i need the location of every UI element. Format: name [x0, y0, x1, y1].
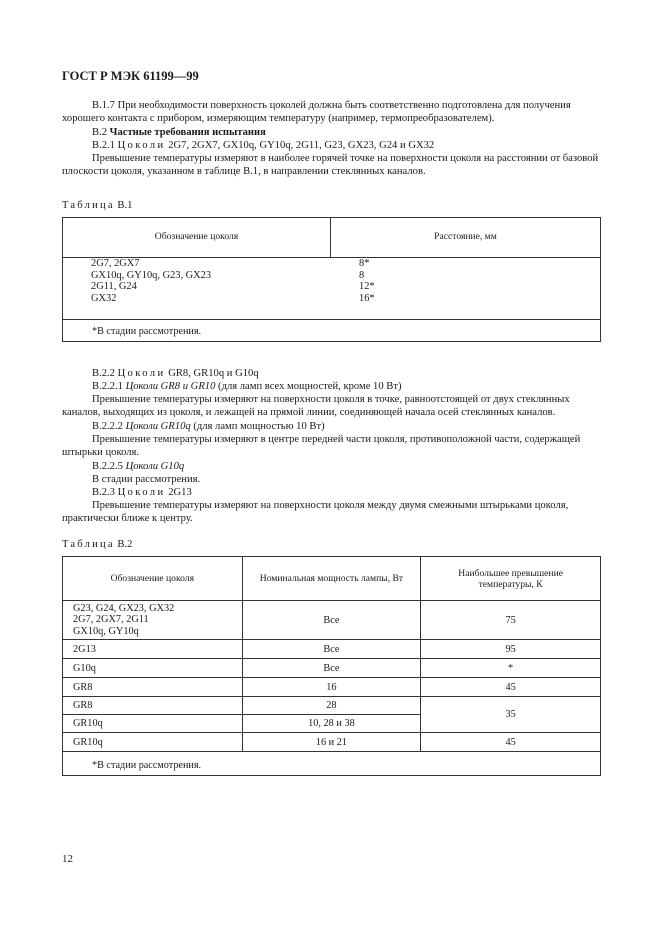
- table2-cell-power: Все: [242, 659, 421, 678]
- b222-title: Цоколи GR10q: [125, 421, 191, 432]
- table2-note-bottom-rule: [62, 775, 601, 776]
- b21-bases: 2G7, 2GX7, GX10q, GY10q, 2G11, G23, GX23, G24 и GX32: [168, 140, 435, 151]
- table1-header-distance: Расстояние, мм: [434, 231, 497, 242]
- table1-right-rule-body: [600, 258, 601, 320]
- section-b225-heading: [62, 460, 600, 473]
- b221-scope: (для ламп всех мощностей, кроме 10 Вт): [218, 381, 402, 392]
- table2-caption: [62, 539, 132, 550]
- b23-number: B.2.3: [92, 487, 115, 498]
- table1-left-rule-body: [62, 258, 63, 320]
- table2-cell-power: Все: [242, 601, 421, 640]
- table2-cell-power: 28: [242, 697, 421, 715]
- table2-cell-designation: [63, 601, 243, 640]
- table1-row: GX32: [91, 292, 117, 304]
- table2-cell-temperature: *: [421, 659, 601, 678]
- table2-header-designation: Обозначение цоколя: [63, 557, 243, 601]
- table2-cell-power: 10, 28 и 38: [242, 715, 421, 733]
- table2-cell-designation: GR10q: [63, 733, 243, 752]
- table2-caption-word: Таблица: [62, 539, 115, 550]
- table2-cell-designation: 2G13: [63, 640, 243, 659]
- b23-text: Превышение температуры измеряют на поверхности цоколя между двумя смежными штырьками цоколя, практически ближе к центру.: [62, 500, 569, 525]
- b225-text: В стадии рассмотрения.: [92, 474, 201, 485]
- table-row: [63, 640, 601, 659]
- table2-note-right-rule: [600, 752, 601, 776]
- table-row: [63, 678, 601, 697]
- table2-cell-power: Все: [242, 640, 421, 659]
- b23-word: Цоколи: [117, 487, 166, 498]
- table1-bottom-rule: [62, 319, 601, 320]
- table1-note-left-rule: [62, 320, 63, 342]
- b222-scope: (для ламп мощностью 10 Вт): [193, 421, 325, 432]
- table-row: [63, 659, 601, 678]
- table1-designations: [91, 258, 211, 304]
- b17-line2: хорошего контакта с прибором, измеряющим температуру (например, термопреобразователем).: [62, 113, 495, 125]
- b221-number: B.2.2.1: [92, 381, 123, 392]
- b22-number: B.2.2: [92, 368, 115, 379]
- table2-note-left-rule: [62, 752, 63, 776]
- b22-word: Цоколи: [117, 368, 166, 379]
- table2-header-row: [63, 557, 601, 601]
- table2-designation-line: G23, G24, GX23, GX32: [73, 602, 175, 614]
- table1-value: 12*: [359, 281, 375, 293]
- page-number: 12: [62, 853, 73, 865]
- b2-number: B.2: [92, 127, 108, 138]
- table2-designation-line: 2G7, 2GX7, 2G11: [73, 614, 149, 626]
- table2-header-power: Номинальная мощность лампы, Вт: [242, 557, 421, 601]
- b222-number: B.2.2.2: [92, 421, 123, 432]
- b225-title: Цоколи G10q: [125, 461, 185, 472]
- table1-row: GX10q, GY10q, G23, GX23: [91, 269, 212, 281]
- table2-cell-temperature: 35: [421, 697, 601, 733]
- table-row: [63, 601, 601, 640]
- section-b221-heading: [62, 380, 600, 393]
- b21-number: B.2.1: [92, 140, 115, 151]
- table2-caption-number: B.2: [117, 539, 133, 550]
- b22-bases: GR8, GR10q и G10q: [168, 368, 259, 379]
- table1-caption: [62, 200, 132, 211]
- table1-top-rule: [62, 217, 601, 218]
- table1-header-designation: Обозначение цоколя: [154, 231, 239, 242]
- section-b21-heading: [62, 139, 600, 152]
- b17-line1: B.1.7 При необходимости поверхность цоколей должна быть соответственно подготовлена для получения: [92, 100, 571, 111]
- section-b23-heading: [62, 486, 600, 499]
- b21-word: Цоколи: [117, 140, 166, 151]
- table2-cell-power: 16: [242, 678, 421, 697]
- section-b222-heading: [62, 420, 600, 433]
- table2: [62, 556, 601, 752]
- table1-row: 2G7, 2GX7: [91, 258, 140, 269]
- section-b2-heading: [62, 126, 600, 139]
- b23-bases: 2G13: [168, 487, 192, 498]
- table2-designation-line: GX10q, GY10q: [73, 625, 139, 637]
- table2-cell-designation: GR10q: [63, 715, 243, 733]
- paragraph-b17: [62, 99, 600, 126]
- table1-value: 16*: [359, 292, 375, 304]
- table2-header-temperature: Наибольшее превышение температуры, К: [421, 557, 601, 601]
- table2-cell-power: 16 и 21: [242, 733, 421, 752]
- b2-title: Частные требования испытания: [109, 127, 266, 138]
- table-row: [63, 697, 601, 715]
- table2-cell-temperature: 95: [421, 640, 601, 659]
- table2-cell-temperature: 45: [421, 733, 601, 752]
- section-b22-heading: [62, 367, 600, 380]
- table1-right-rule: [600, 217, 601, 258]
- b21-text: Превышение температуры измеряют в наиболее горячей точке на поверхности цоколя на расстоянии от базовой плоскости цоколя, указанном в таблице B.1, в направлении стеклянных каналов.: [62, 153, 599, 178]
- table1-caption-word: Таблица: [62, 200, 115, 211]
- table1-note-right-rule: [600, 320, 601, 342]
- table2-cell-designation: GR8: [63, 678, 243, 697]
- table2-note: *В стадии рассмотрения.: [92, 760, 202, 771]
- table1-note: *В стадии рассмотрения.: [92, 326, 202, 337]
- table2-cell-temperature: 75: [421, 601, 601, 640]
- table1-distances: [359, 258, 375, 304]
- document-header: ГОСТ Р МЭК 61199—99: [62, 69, 199, 83]
- b225-number: B.2.2.5: [92, 461, 123, 472]
- table2-cell-temperature: 45: [421, 678, 601, 697]
- table1-value: 8*: [359, 258, 370, 269]
- b221-title: Цоколи GR8 и GR10: [125, 381, 216, 392]
- table2-cell-designation: GR8: [63, 697, 243, 715]
- table1-row: 2G11, G24: [91, 281, 137, 293]
- b222-text: Превышение температуры измеряют в центре передней части цоколя, противоположной части, содержащей штырьки цоколя.: [62, 434, 581, 459]
- table-row: [63, 733, 601, 752]
- b221-text: Превышение температуры измеряют на поверхности цоколя в точке, равноотстоящей от двух стеклянных каналов, выходящих из цоколя, и лежащей на прямой линии, соединяющей начала осей стеклянных каналов.: [62, 394, 570, 419]
- table2-cell-designation: G10q: [63, 659, 243, 678]
- table1-value: 8: [359, 269, 365, 281]
- table1-caption-number: B.1: [117, 200, 133, 211]
- table1-note-bottom-rule: [62, 341, 601, 342]
